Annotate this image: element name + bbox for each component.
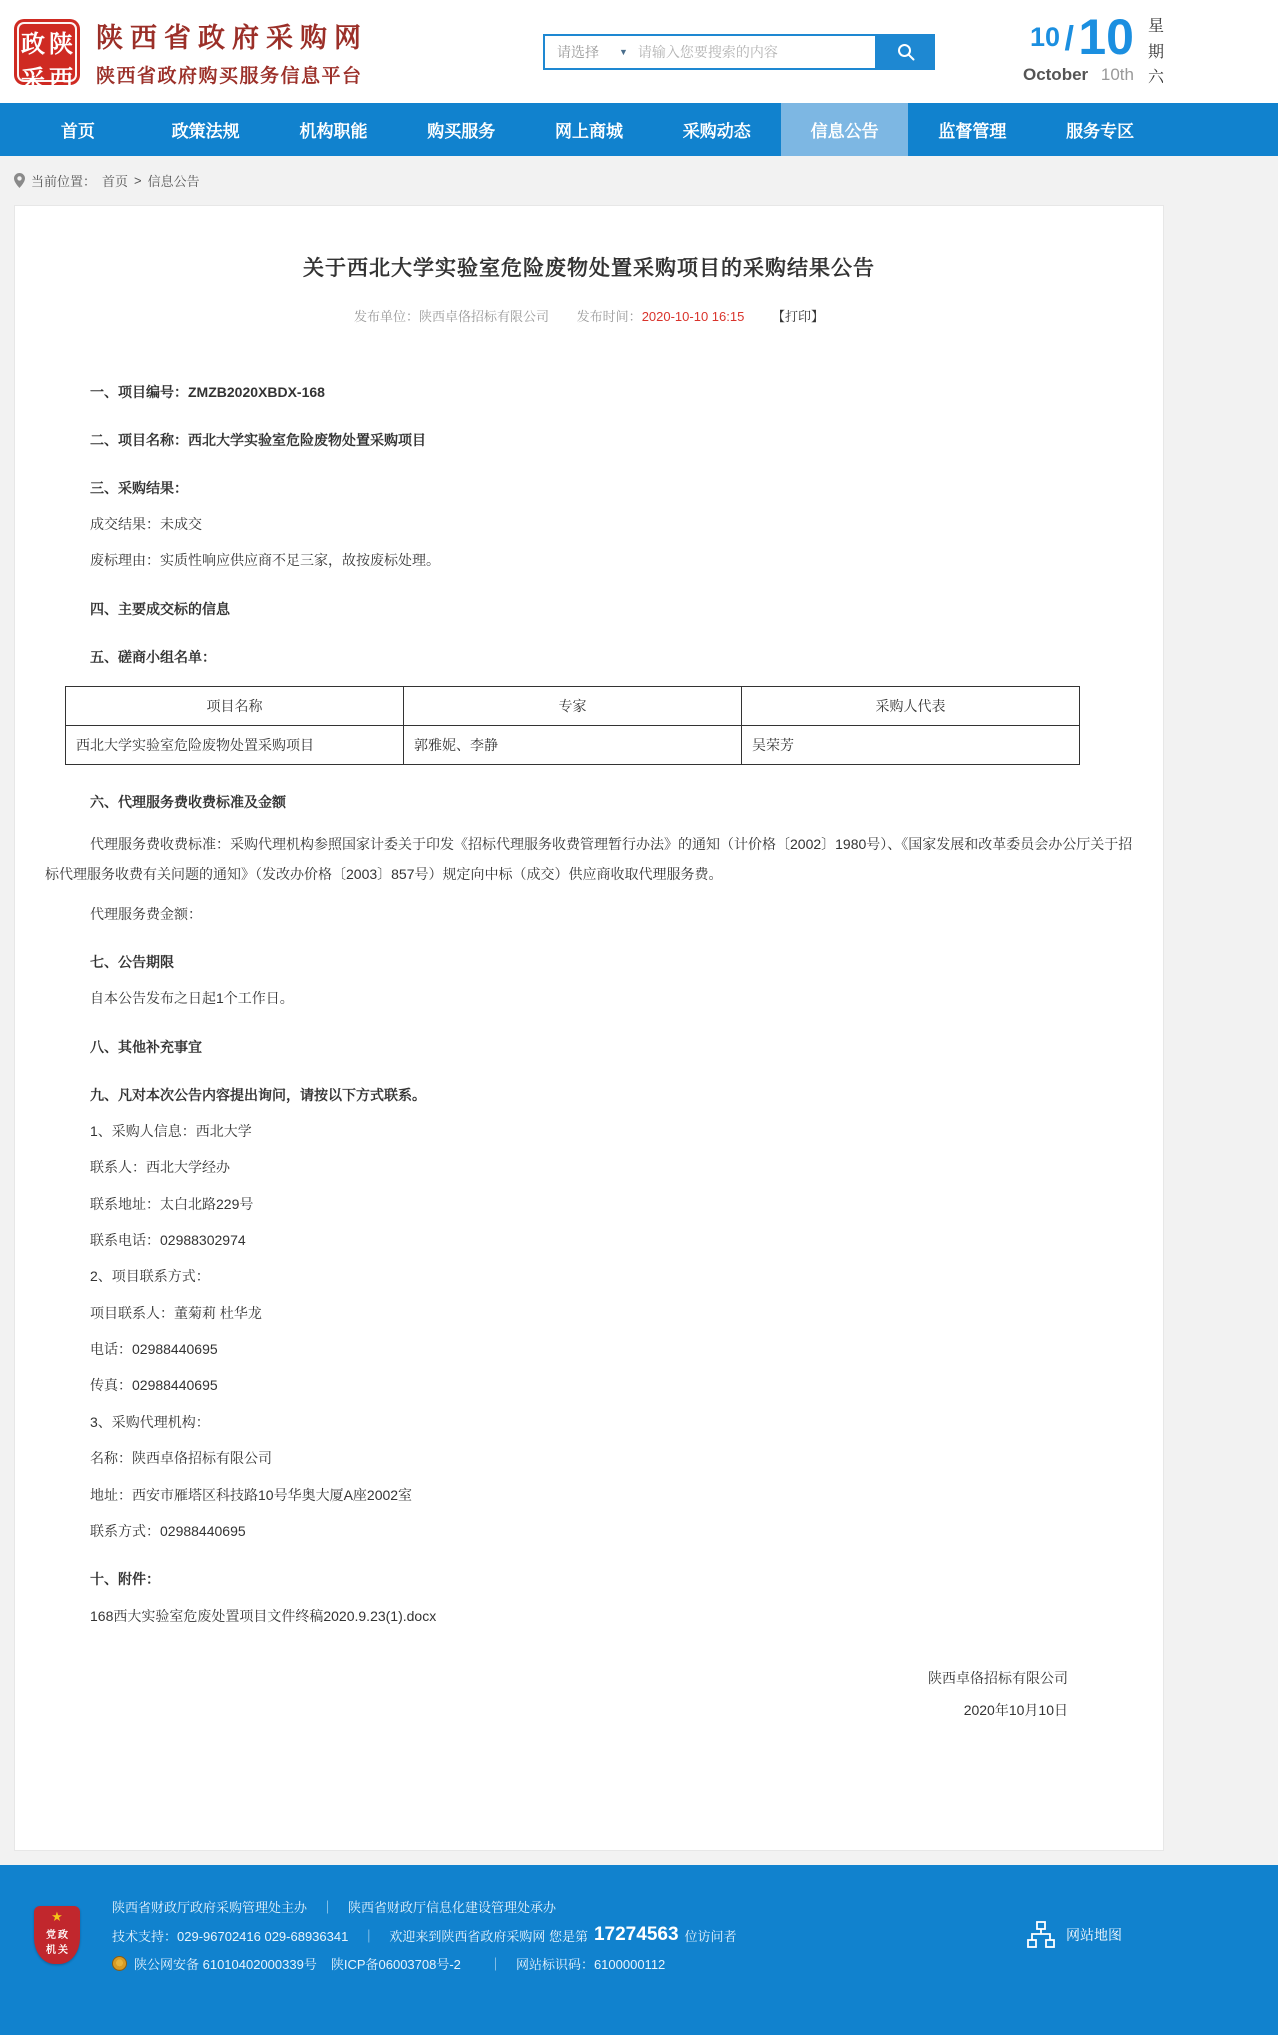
- badge-char: 机: [46, 1945, 56, 1957]
- table-cell: 西北大学实验室危险废物处置采购项目: [66, 725, 404, 764]
- footer-separator: ｜: [488, 1957, 502, 1973]
- police-record-link[interactable]: 陕公网安备 61010402000339号: [134, 1957, 317, 1973]
- badge-text: [46, 1926, 68, 1956]
- badge-char: 关: [58, 1945, 68, 1957]
- top-header: [0, 0, 1278, 103]
- site-logo: [14, 19, 80, 93]
- sitemap-button[interactable]: [1026, 1920, 1122, 1950]
- body-line: 电话：02988440695: [90, 1341, 218, 1358]
- search-box: [543, 34, 935, 70]
- icp-record-link[interactable]: 陕ICP备06003708号-2: [330, 1957, 461, 1973]
- table-row: [66, 725, 1080, 764]
- signature-date: 2020年10月10日: [963, 1702, 1068, 1719]
- publisher-label: 发布单位：: [354, 309, 420, 324]
- date-month-name: October: [1022, 65, 1089, 85]
- publisher: [354, 309, 549, 324]
- body-line: 3、采购代理机构：: [90, 1413, 210, 1430]
- body-line: 联系方式：02988440695: [90, 1523, 246, 1540]
- footer-organizer: 陕西省财政厅信息化建设管理处承办: [348, 1900, 557, 1916]
- search-category-label: 请选择: [556, 43, 599, 60]
- publish-time: [577, 309, 745, 324]
- search-button[interactable]: [877, 34, 935, 70]
- date-weekday: [1148, 12, 1164, 91]
- section-heading: 三、采购结果：: [90, 480, 188, 496]
- footer-sponsor: 陕西省财政厅政府采购管理处主办: [112, 1900, 308, 1916]
- sitemap-label: 网站地图: [1066, 1927, 1122, 1944]
- nav-item-5[interactable]: 采购动态: [682, 122, 751, 141]
- government-shield-badge-icon: [34, 1906, 80, 1964]
- evaluation-panel-table: [65, 686, 1080, 765]
- footer-tech-support: 技术支持：029-96702416 029-68936341: [112, 1928, 349, 1944]
- article-card: [14, 205, 1164, 1851]
- section-heading: 一、项目编号：ZMZB2020XBDX-168: [90, 384, 325, 400]
- body-line: 联系电话：02988302974: [90, 1231, 246, 1248]
- footer-welcome-suffix: 位访问者: [684, 1928, 737, 1944]
- body-line: 联系地址：太白北路229号: [90, 1195, 254, 1212]
- publisher-value: 陕西卓佫招标有限公司: [419, 309, 550, 324]
- body-line: 代理服务费收费标准：采购代理机构参照国家计委关于印发《招标代理服务收费管理暂行办法》的通知（计价格〔2002〕1980号）、《国家发展和改革委员会办公厅关于招标代理服务收费有关问题的通知》（发改办价格〔2003〕857号）规定向中标（成交）供应商收取代理服务费。: [45, 835, 1133, 882]
- breadcrumb-bar: [0, 156, 1278, 203]
- footer-row-sponsor: [112, 1897, 1026, 1916]
- body-line: 成交结果：未成交: [90, 516, 202, 532]
- body-line: 名称：陕西卓佫招标有限公司: [90, 1450, 272, 1467]
- publish-time-value: 2020-10-10 16:15: [641, 309, 745, 324]
- date-display: [1022, 9, 1164, 91]
- page-footer: [0, 1865, 1278, 2035]
- date-day: 10: [1078, 9, 1134, 66]
- police-badge-icon: [112, 1956, 127, 1971]
- breadcrumb-home-link[interactable]: 首页: [102, 174, 129, 189]
- body-line: 项目联系人：董菊莉 杜华龙: [90, 1304, 262, 1321]
- badge-char: 政: [58, 1930, 68, 1942]
- nav-item-3[interactable]: 购买服务: [427, 122, 496, 141]
- article-title: 关于西北大学实验室危险废物处置采购项目的采购结果公告: [303, 257, 875, 280]
- badge-char: 党: [46, 1930, 56, 1942]
- main-nav-bar: [0, 103, 1278, 156]
- weekday-char: 星: [1147, 18, 1164, 36]
- breadcrumb-prefix: 当前位置：: [31, 174, 97, 189]
- nav-item-1[interactable]: 政策法规: [171, 122, 240, 141]
- weekday-char: 六: [1147, 69, 1164, 87]
- site-title: 陕西省政府采购网: [96, 22, 368, 53]
- breadcrumb: [14, 171, 1164, 190]
- table-header-cell: 项目名称: [66, 686, 404, 725]
- weekday-char: 期: [1147, 43, 1164, 61]
- footer-welcome-prefix: 欢迎来到陕西省政府采购网 您是第: [389, 1928, 588, 1944]
- site-identification-code: 网站标识码：6100000112: [515, 1957, 666, 1973]
- section-heading: 二、项目名称：西北大学实验室危险废物处置采购项目: [90, 432, 426, 448]
- footer-row-support: [112, 1924, 1026, 1946]
- table-cell: 郭雅妮、李静: [404, 725, 742, 764]
- article-meta: [15, 306, 1163, 325]
- search-field: [543, 34, 877, 70]
- footer-row-records: [112, 1954, 1026, 1973]
- logo-seal-char: 采: [21, 65, 45, 93]
- publish-time-label: 发布时间：: [576, 309, 642, 324]
- logo-seal-char: 陕: [49, 30, 73, 58]
- section-heading: 四、主要成交标的信息: [90, 600, 230, 617]
- nav-item-2[interactable]: 机构职能: [299, 122, 368, 141]
- nav-item-8[interactable]: 服务专区: [1066, 122, 1135, 141]
- search-category-select[interactable]: [545, 42, 638, 62]
- print-button[interactable]: 【打印】: [771, 309, 824, 324]
- section-heading: 八、其他补充事宜: [90, 1038, 202, 1055]
- article-body: [15, 325, 1163, 1626]
- table-cell: 吴荣芳: [742, 725, 1080, 764]
- footer-text-block: [112, 1889, 1026, 1981]
- search-icon: [896, 42, 916, 62]
- nav-item-6[interactable]: 信息公告: [781, 103, 909, 156]
- body-line: 联系人：西北大学经办: [90, 1159, 230, 1176]
- logo-seal-char: 政: [21, 30, 45, 58]
- section-heading: 五、磋商小组名单：: [90, 648, 216, 665]
- search-input[interactable]: [638, 44, 875, 60]
- footer-separator: ｜: [362, 1928, 376, 1944]
- attachment-link[interactable]: 168西大实验室危废处置项目文件终稿2020.9.23(1).docx: [90, 1608, 437, 1625]
- table-header-cell: 专家: [404, 686, 742, 725]
- site-name-block: [96, 16, 368, 88]
- footer-separator: ｜: [321, 1900, 335, 1916]
- breadcrumb-current-link[interactable]: 信息公告: [147, 174, 200, 189]
- body-line: 传真：02988440695: [90, 1377, 218, 1394]
- body-line: 废标理由：实质性响应供应商不足三家，故按废标处理。: [90, 552, 440, 569]
- star-icon: ★: [51, 1909, 63, 1925]
- chevron-down-icon: ▼: [618, 46, 628, 57]
- body-line: 代理服务费金额：: [90, 905, 202, 922]
- nav-item-0[interactable]: 首页: [60, 122, 95, 141]
- section-heading: 十、附件：: [90, 1571, 160, 1588]
- signature-block: [15, 1668, 1163, 1720]
- visitor-count: 17274563: [593, 1924, 679, 1946]
- date-ordinal: 10th: [1100, 65, 1134, 85]
- signature-company: 陕西卓佫招标有限公司: [928, 1670, 1068, 1687]
- body-line: 自本公告发布之日起1个工作日。: [90, 990, 294, 1007]
- section-heading: 七、公告期限: [90, 954, 174, 971]
- location-pin-icon: [14, 173, 25, 188]
- body-line: 地址：西安市雁塔区科技路10号华奥大厦A座2002室: [90, 1486, 413, 1503]
- date-slash: /: [1064, 20, 1074, 59]
- breadcrumb-separator: >: [134, 173, 142, 188]
- attachment-row: [90, 1606, 1133, 1626]
- body-line: 2、项目联系方式：: [90, 1268, 210, 1285]
- table-header-cell: 采购人代表: [742, 686, 1080, 725]
- body-line: 1、采购人信息：西北大学: [90, 1122, 252, 1139]
- sitemap-icon: [1026, 1920, 1056, 1950]
- nav-item-7[interactable]: 监督管理: [938, 122, 1007, 141]
- logo-seal-char: 西: [49, 65, 73, 93]
- section-heading: 九、凡对本次公告内容提出询问，请按以下方式联系。: [90, 1086, 426, 1103]
- section-heading: 六、代理服务费收费标准及金额: [90, 793, 286, 810]
- date-month: 10: [1029, 22, 1060, 53]
- nav-item-4[interactable]: 网上商城: [555, 122, 624, 141]
- site-subtitle: 陕西省政府购买服务信息平台: [96, 65, 363, 87]
- main-nav: [14, 103, 1164, 156]
